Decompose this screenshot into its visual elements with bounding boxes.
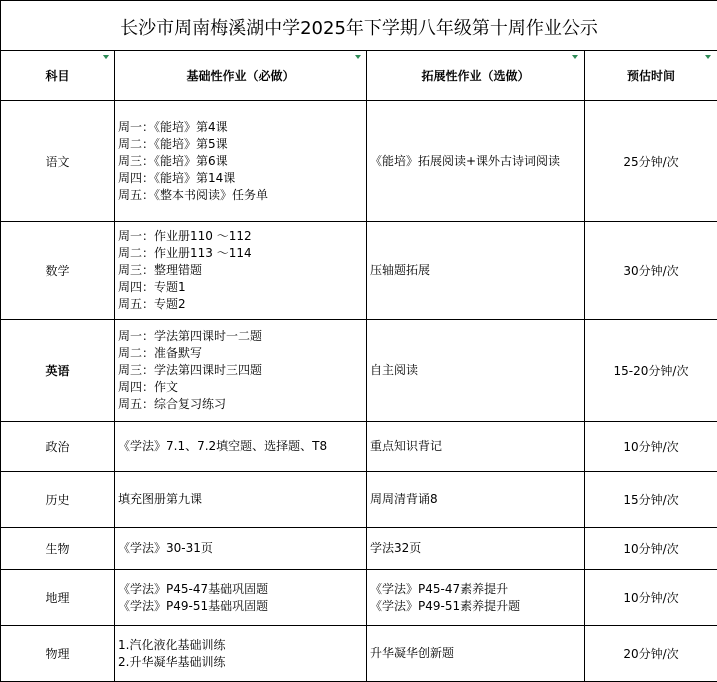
- basic-homework-cell[interactable]: [115, 320, 367, 422]
- homework-line: 自主阅读: [370, 362, 584, 379]
- homework-line: 周五：专题2: [118, 296, 366, 313]
- filter-dropdown-icon[interactable]: [704, 52, 713, 61]
- time-cell[interactable]: 25分钟/次: [585, 101, 717, 222]
- homework-line: 压轴题拓展: [370, 262, 584, 279]
- time-cell[interactable]: 15分钟/次: [585, 472, 717, 528]
- subject-cell[interactable]: 物理: [1, 626, 115, 682]
- filter-dropdown-icon[interactable]: [354, 52, 363, 61]
- time-cell[interactable]: 20分钟/次: [585, 626, 717, 682]
- basic-homework-cell[interactable]: [115, 222, 367, 320]
- homework-line: 周一：《能培》第4课: [118, 119, 366, 136]
- title-row: [1, 1, 717, 51]
- homework-line: 周五：综合复习练习: [118, 396, 366, 413]
- homework-line: 1.汽化液化基础训练: [118, 637, 366, 654]
- homework-line: 《学法》P49-51基础巩固题: [118, 598, 366, 615]
- homework-line: 重点知识背记: [370, 438, 584, 455]
- extension-homework-cell[interactable]: [367, 528, 585, 570]
- extension-homework-cell[interactable]: [367, 472, 585, 528]
- homework-line: 周周清背诵8: [370, 491, 584, 508]
- homework-line: 周五：《整本书阅读》任务单: [118, 187, 366, 204]
- homework-line: 《学法》P45-47素养提升: [370, 581, 584, 598]
- table-row: [1, 472, 717, 528]
- filter-dropdown-icon[interactable]: [102, 52, 111, 61]
- homework-line: 《学法》7.1、7.2填空题、选择题、T8: [118, 438, 366, 455]
- title-cell[interactable]: [1, 1, 717, 51]
- extension-homework-cell[interactable]: [367, 222, 585, 320]
- homework-line: 周二：《能培》第5课: [118, 136, 366, 153]
- subject-cell[interactable]: 英语: [1, 320, 115, 422]
- table-row: [1, 570, 717, 626]
- header-cell-extension[interactable]: [367, 51, 585, 101]
- subject-cell[interactable]: 生物: [1, 528, 115, 570]
- table-row: [1, 626, 717, 682]
- homework-line: 学法32页: [370, 540, 584, 557]
- basic-homework-cell[interactable]: [115, 626, 367, 682]
- basic-homework-cell[interactable]: [115, 528, 367, 570]
- basic-homework-cell[interactable]: [115, 101, 367, 222]
- basic-homework-cell[interactable]: [115, 422, 367, 472]
- homework-line: 《学法》P49-51素养提升题: [370, 598, 584, 615]
- header-label: 基础性作业（必做）: [186, 67, 294, 84]
- subject-cell[interactable]: 语文: [1, 101, 115, 222]
- homework-line: 周四：专题1: [118, 279, 366, 296]
- table-row: [1, 101, 717, 222]
- homework-line: 周三：《能培》第6课: [118, 153, 366, 170]
- homework-line: 周三：整理错题: [118, 262, 366, 279]
- homework-line: 周二：作业册113 ～114: [118, 245, 366, 262]
- header-cell-time[interactable]: [585, 51, 717, 101]
- subject-cell[interactable]: 数学: [1, 222, 115, 320]
- header-cell-basic[interactable]: [115, 51, 367, 101]
- homework-line: 周一：作业册110 ～112: [118, 228, 366, 245]
- homework-line: 周二：准备默写: [118, 345, 366, 362]
- header-label: 拓展性作业（选做）: [421, 67, 529, 84]
- homework-line: 《学法》30-31页: [118, 540, 366, 557]
- header-label: 科目: [45, 67, 69, 84]
- table-row: [1, 528, 717, 570]
- homework-line: 填充图册第九课: [118, 491, 366, 508]
- homework-line: 《能培》拓展阅读+课外古诗词阅读: [370, 153, 584, 170]
- time-cell[interactable]: 30分钟/次: [585, 222, 717, 320]
- subject-cell[interactable]: 历史: [1, 472, 115, 528]
- extension-homework-cell[interactable]: [367, 422, 585, 472]
- subject-cell[interactable]: 地理: [1, 570, 115, 626]
- homework-line: 周三：学法第四课时三四题: [118, 362, 366, 379]
- homework-line: 周四：《能培》第14课: [118, 170, 366, 187]
- header-cell-subject[interactable]: [1, 51, 115, 101]
- page-title: 长沙市周南梅溪湖中学2025年下学期八年级第十周作业公示: [1, 14, 717, 40]
- filter-dropdown-icon[interactable]: [571, 52, 580, 61]
- header-row: [1, 51, 717, 101]
- extension-homework-cell[interactable]: [367, 570, 585, 626]
- header-label: 预估时间: [627, 67, 675, 84]
- extension-homework-cell[interactable]: [367, 626, 585, 682]
- homework-line: 周四：作文: [118, 379, 366, 396]
- basic-homework-cell[interactable]: [115, 570, 367, 626]
- table-row: [1, 222, 717, 320]
- homework-line: 《学法》P45-47基础巩固题: [118, 581, 366, 598]
- homework-line: 2.升华凝华基础训练: [118, 654, 366, 671]
- homework-line: 升华凝华创新题: [370, 645, 584, 662]
- table-row: [1, 422, 717, 472]
- time-cell[interactable]: 10分钟/次: [585, 528, 717, 570]
- extension-homework-cell[interactable]: [367, 320, 585, 422]
- homework-line: 周一：学法第四课时一二题: [118, 328, 366, 345]
- basic-homework-cell[interactable]: [115, 472, 367, 528]
- time-cell[interactable]: 10分钟/次: [585, 422, 717, 472]
- extension-homework-cell[interactable]: [367, 101, 585, 222]
- subject-cell[interactable]: 政治: [1, 422, 115, 472]
- table-row: [1, 320, 717, 422]
- time-cell[interactable]: 15-20分钟/次: [585, 320, 717, 422]
- time-cell[interactable]: 10分钟/次: [585, 570, 717, 626]
